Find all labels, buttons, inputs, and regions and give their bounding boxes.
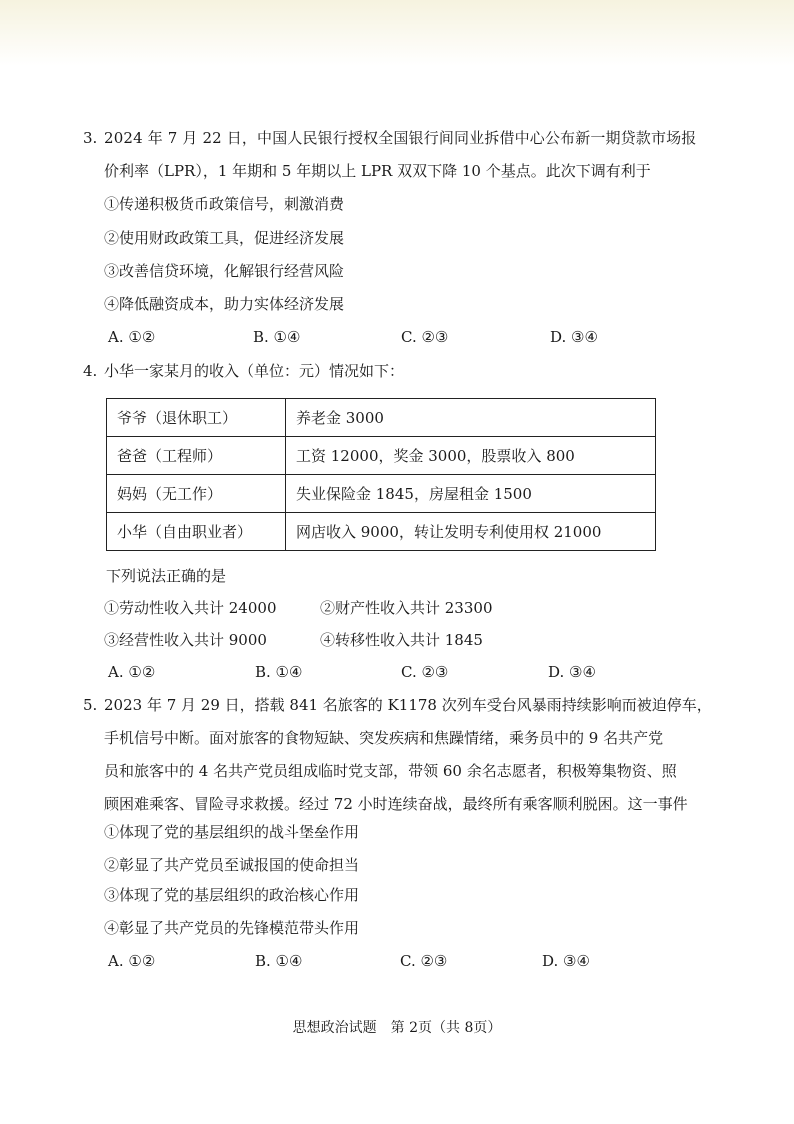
q5-option-d: D. ③④ (542, 952, 590, 970)
table-cell-income: 工资 12000，奖金 3000，股票收入 800 (286, 437, 656, 475)
q3-item-1: ①传递积极货币政策信号，刺激消费 (104, 195, 345, 213)
q5-item-3: ③体现了党的基层组织的政治核心作用 (104, 886, 360, 904)
table-cell-member: 妈妈（无工作） (107, 475, 286, 513)
q4-item-1: ①劳动性收入共计 24000 (104, 599, 277, 617)
q5-item-1: ①体现了党的基层组织的战斗堡垒作用 (104, 823, 360, 841)
q4-number: 4. (83, 362, 98, 380)
table-cell-member: 爷爷（退休职工） (107, 399, 286, 437)
q4-stem: 小华一家某月的收入（单位：元）情况如下： (104, 362, 405, 380)
q3-stem-line2: 价利率（LPR），1 年期和 5 年期以上 LPR 双双下降 10 个基点。此次下调有利于 (104, 162, 651, 180)
q3-item-4: ④降低融资成本，助力实体经济发展 (104, 295, 345, 313)
table-cell-member: 爸爸（工程师） (107, 437, 286, 475)
q3-option-c: C. ②③ (401, 328, 449, 346)
table-row (107, 513, 656, 551)
q5-item-2: ②彰显了共产党员至诚报国的使命担当 (104, 856, 360, 874)
q5-option-b: B. ①④ (255, 952, 303, 970)
q5-number: 5. (83, 696, 98, 714)
q4-item-2: ②财产性收入共计 23300 (320, 599, 493, 617)
q4-option-a: A. ①② (108, 663, 156, 681)
q4-option-d: D. ③④ (548, 663, 596, 681)
q3-option-b: B. ①④ (253, 328, 301, 346)
q5-option-c: C. ②③ (400, 952, 448, 970)
table-row (107, 399, 656, 437)
q4-option-b: B. ①④ (255, 663, 303, 681)
q3-stem-line1: 2024 年 7 月 22 日，中国人民银行授权全国银行间同业拆借中心公布新一期贷款市场报 (104, 129, 697, 147)
q4-item-3: ③经营性收入共计 9000 (104, 631, 267, 649)
q3-option-d: D. ③④ (550, 328, 598, 346)
q4-option-c: C. ②③ (401, 663, 449, 681)
q3-item-2: ②使用财政政策工具，促进经济发展 (104, 229, 345, 247)
q4-item-4: ④转移性收入共计 1845 (320, 631, 483, 649)
q3-option-a: A. ①② (108, 328, 156, 346)
q3-number: 3. (83, 129, 98, 147)
q3-item-3: ③改善信贷环境，化解银行经营风险 (104, 262, 345, 280)
q5-option-a: A. ①② (108, 952, 156, 970)
q5-stem-line2: 手机信号中断。面对旅客的食物短缺、突发疾病和焦躁情绪，乘务员中的 9 名共产党 (104, 729, 664, 747)
page-footer: 思想政治试题 第 2页（共 8页） (292, 1020, 502, 1036)
table-row (107, 475, 656, 513)
table-cell-income: 网店收入 9000，转让发明专利使用权 21000 (286, 513, 656, 551)
q5-stem-line4: 顾困难乘客、冒险寻求救援。经过 72 小时连续奋战，最终所有乘客顺利脱困。这一事件 (104, 795, 688, 813)
q5-item-4: ④彰显了共产党员的先锋模范带头作用 (104, 919, 360, 937)
table-row (107, 437, 656, 475)
table-cell-member: 小华（自由职业者） (107, 513, 286, 551)
income-table (106, 398, 656, 551)
scan-header-band (0, 0, 794, 66)
table-cell-income: 养老金 3000 (286, 399, 656, 437)
q5-stem-line3: 员和旅客中的 4 名共产党员组成临时党支部，带领 60 余名志愿者，积极筹集物资、照 (104, 762, 677, 780)
q4-prompt: 下列说法正确的是 (106, 567, 227, 585)
table-cell-income: 失业保险金 1845，房屋租金 1500 (286, 475, 656, 513)
q5-stem-line1: 2023 年 7 月 29 日，搭载 841 名旅客的 K1178 次列车受台风暴雨持续影响而被迫停车， (104, 696, 712, 714)
